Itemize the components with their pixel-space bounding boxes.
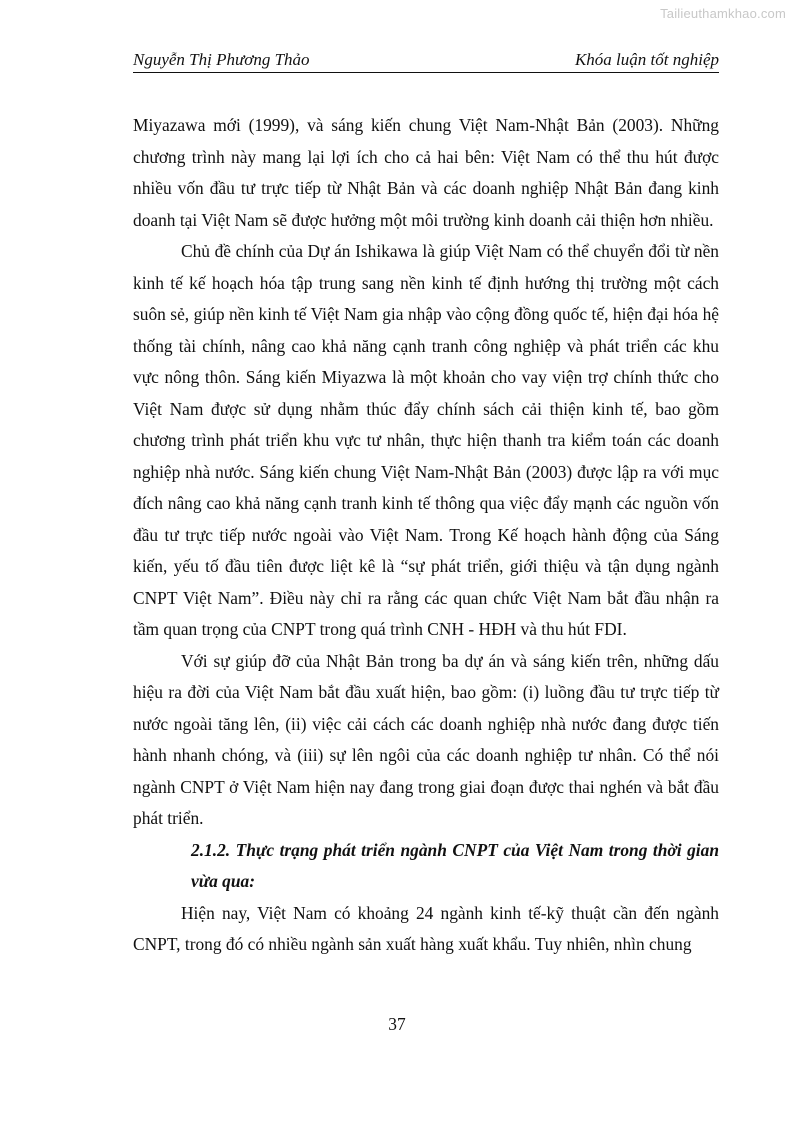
- watermark: Tailieuthamkhao.com: [660, 6, 786, 21]
- header-author: Nguyễn Thị Phương Thảo: [133, 50, 310, 69]
- paragraph-1: Miyazawa mới (1999), và sáng kiến chung Việt Nam-Nhật Bản (2003). Những chương trình này mang lại lợi ích cho cả hai bên: Việt Nam có thể thu hút được nhiều vốn đầu tư trực tiếp từ Nhật Bản và các doanh nghiệp Nhật Bản đang kinh doanh tại Việt Nam sẽ được hưởng một môi trường kinh doanh cải thiện hơn nhiều.: [133, 115, 719, 230]
- section-heading: 2.1.2. Thực trạng phát triển ngành CNPT của Việt Nam trong thời gian vừa qua:: [191, 839, 719, 891]
- header-doc-type: Khóa luận tốt nghiệp: [574, 50, 719, 69]
- paragraph-3: Với sự giúp đỡ của Nhật Bản trong ba dự án và sáng kiến trên, những dấu hiệu ra đời của Việt Nam bắt đầu xuất hiện, bao gồm: (i) luồng đầu tư trực tiếp từ nước ngoài tăng lên, (ii) việc cải cách các doanh nghiệp nhà nước đang được tiến hành nhanh chóng, và (iii) sự lên ngôi của các doanh nghiệp tư nhân. Có thể nói ngành CNPT ở Việt Nam hiện nay đang trong giai đoạn được thai nghén và bắt đầu phát triển.: [133, 650, 719, 828]
- page-number: 37: [388, 1014, 406, 1034]
- page-body: [133, 110, 719, 961]
- paragraph-2: Chủ đề chính của Dự án Ishikawa là giúp Việt Nam có thể chuyển đổi từ nền kinh tế kế hoạch hóa tập trung sang nền kinh tế định hướng thị trường một cách suôn sẻ, giúp nền kinh tế Việt Nam gia nhập vào cộng đồng quốc tế, hiện đại hóa hệ thống tài chính, nâng cao khả năng cạnh tranh công nghiệp và phát triển các khu vực nông thôn. Sáng kiến Miyazwa là một khoản cho vay viện trợ chính thức cho Việt Nam được sử dụng nhằm thúc đẩy chính sách cải thiện kinh tế, bao gồm chương trình phát triển khu vực tư nhân, thực hiện thanh tra kiểm toán các doanh nghiệp nhà nước. Sáng kiến chung Việt Nam-Nhật Bản (2003) được lập ra với mục đích nâng cao khả năng cạnh tranh kinh tế thông qua việc đẩy mạnh các nguồn vốn đầu tư trực tiếp nước ngoài vào Việt Nam. Trong Kế hoạch hành động của Sáng kiến, yếu tố đầu tiên được liệt kê là “sự phát triển, giới thiệu và tận dụng ngành CNPT Việt Nam”. Điều này chỉ ra rằng các quan chức Việt Nam bắt đầu nhận ra tầm quan trọng của CNPT trong quá trình CNH - HĐH và thu hút FDI.: [133, 241, 719, 639]
- page-header: [133, 49, 719, 73]
- paragraph-4: Hiện nay, Việt Nam có khoảng 24 ngành kinh tế-kỹ thuật cần đến ngành CNPT, trong đó có nhiều ngành sản xuất hàng xuất khẩu. Tuy nhiên, nhìn chung: [133, 902, 719, 954]
